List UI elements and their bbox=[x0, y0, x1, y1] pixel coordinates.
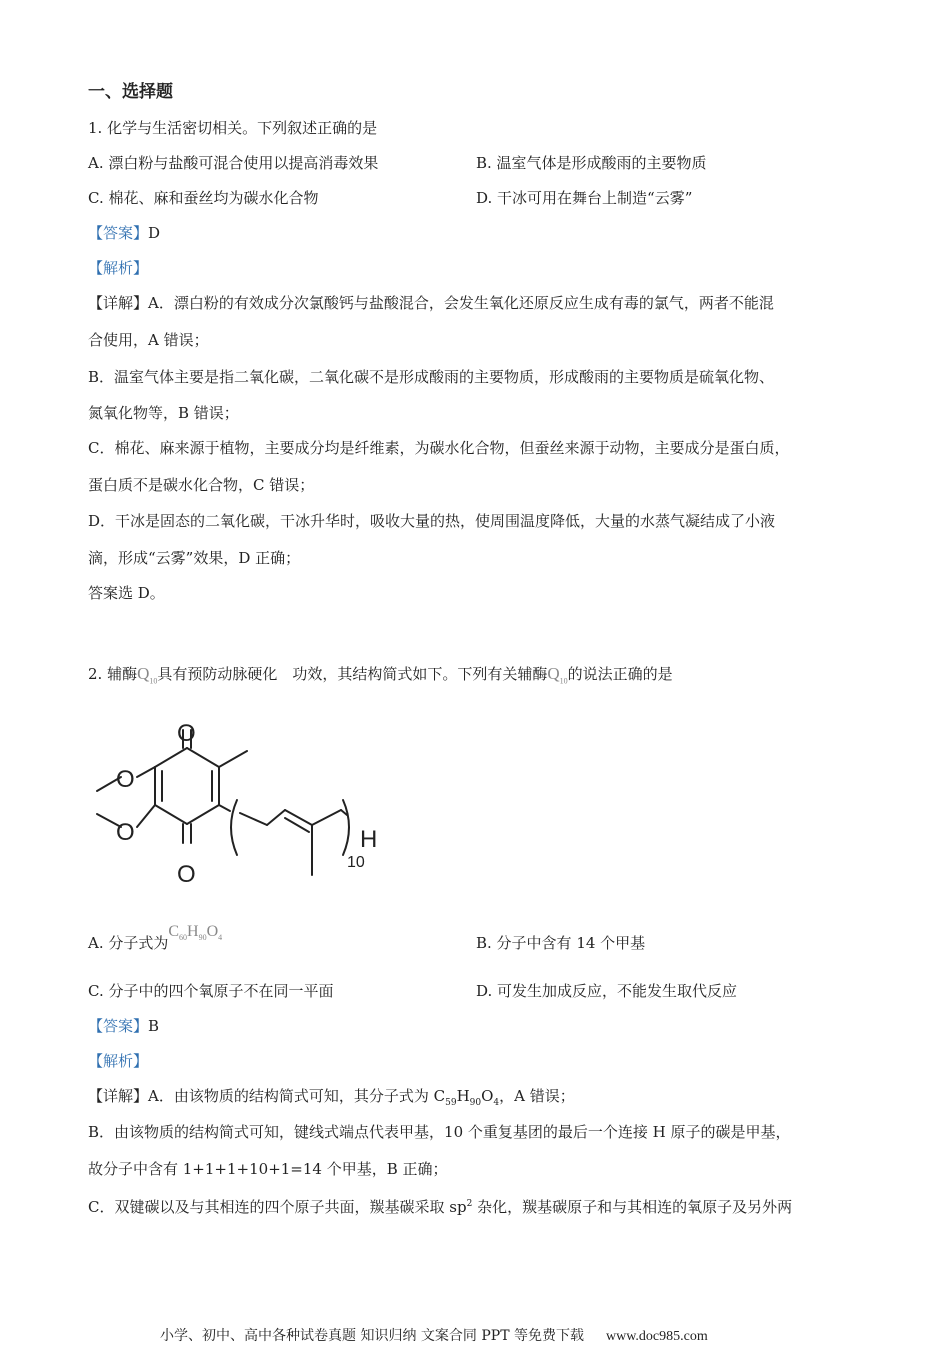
q1-detail-line: 氮氧化物等，B 错误； bbox=[88, 404, 239, 422]
q10-subscript: 10 bbox=[559, 676, 568, 686]
q10-formula bbox=[547, 664, 568, 686]
q2-option-a bbox=[88, 923, 223, 960]
chain-bond bbox=[312, 810, 341, 825]
option-a-text: A. 分子式为 bbox=[88, 934, 169, 952]
q2-answer bbox=[88, 1016, 159, 1036]
formula-c59h90o4: $C_{59}H_{90}O_4$ bbox=[433, 1087, 500, 1108]
chain-bond bbox=[285, 810, 312, 825]
answer-value: D bbox=[148, 224, 161, 242]
page-footer bbox=[160, 1325, 708, 1345]
answer-tag: 【答案】 bbox=[88, 1017, 149, 1035]
ring-bond bbox=[187, 748, 219, 767]
methoxy-bond bbox=[137, 805, 155, 827]
formula-c60h90o4: $C_{60}H_{90}O_4$ bbox=[168, 923, 223, 943]
q2-option-d: D. 可发生加成反应，不能发生取代反应 bbox=[476, 982, 738, 1000]
q2-analysis-tag: 【解析】 bbox=[88, 1052, 149, 1070]
q1-answer bbox=[88, 223, 160, 243]
methyl-bond bbox=[219, 751, 247, 767]
q1-option-a: A. 漂白粉与盐酸可混合使用以提高消毒效果 bbox=[88, 154, 379, 172]
section-title: 一、选择题 bbox=[88, 82, 173, 102]
q1-detail-line: 蛋白质不是碳水化合物，C 错误； bbox=[88, 476, 315, 494]
methoxy-bond bbox=[137, 767, 155, 777]
q10-letter: Q bbox=[137, 664, 150, 683]
q1-detail-line bbox=[88, 293, 774, 313]
left-parenthesis bbox=[231, 800, 237, 855]
q1-option-d: D. 干冰可用在舞台上制造“云雾” bbox=[476, 189, 693, 207]
q1-analysis-tag: 【解析】 bbox=[88, 259, 149, 277]
o-methoxy-label: O bbox=[116, 819, 135, 846]
chain-bond bbox=[240, 813, 267, 825]
chain-double-bond bbox=[285, 818, 309, 832]
q2-detail-line: B．由该物质的结构简式可知，键线式端点代表甲基，10 个重复基团的最后一个连接 H 原子的碳是甲基， bbox=[88, 1123, 791, 1141]
q2-stem bbox=[88, 664, 673, 691]
q2-detail-line: 故分子中含有 1+1+1+10+1=14 个甲基，B 正确； bbox=[88, 1160, 448, 1178]
detail-text: ，A 错误； bbox=[499, 1087, 575, 1105]
answer-tag: 【答案】 bbox=[88, 224, 149, 242]
q2-stem-part1: 2. 辅酶 bbox=[88, 665, 138, 683]
q2-stem-part3: 的说法正确的是 bbox=[567, 665, 673, 683]
o-top-label: O bbox=[177, 720, 196, 747]
o-bottom-label: O bbox=[177, 861, 196, 888]
superscript: 2 bbox=[466, 1199, 473, 1209]
q1-detail-line: C．棉花、麻来源于植物，主要成分均是纤维素，为碳水化合物，但蚕丝来源于动物，主要成分是蛋白质， bbox=[88, 439, 790, 457]
q1-detail-line: 答案选 D。 bbox=[88, 584, 165, 602]
q1-option-b: B. 温室气体是形成酸雨的主要物质 bbox=[476, 154, 707, 172]
q2-detail-line bbox=[88, 1194, 792, 1217]
q10-subscript: 10 bbox=[149, 676, 158, 686]
q2-option-b: B. 分子中含有 14 个甲基 bbox=[476, 934, 646, 952]
ring-bond bbox=[187, 805, 219, 824]
q1-option-c: C. 棉花、麻和蚕丝均为碳水化合物 bbox=[88, 189, 319, 207]
ring-bond bbox=[155, 805, 187, 824]
detail-text: C．双键碳以及与其相连的四个原子共面，羰基碳采取 sp bbox=[88, 1198, 467, 1216]
q2-detail-line bbox=[88, 1086, 575, 1113]
footer-text: 小学、初中、高中各种试卷真题 知识归纳 文案合同 PPT 等免费下载 bbox=[160, 1328, 584, 1344]
detail-tag: 【详解】 bbox=[88, 1087, 149, 1105]
o-methoxy-label: O bbox=[116, 766, 135, 793]
q1-detail-line: 滴，形成“云雾”效果，D 正确； bbox=[88, 549, 301, 567]
detail-text: A．由该物质的结构简式可知，其分子式为 bbox=[148, 1087, 434, 1105]
q1-detail-line: B．温室气体主要是指二氧化碳，二氧化碳不是形成酸雨的主要物质，形成酸雨的主要物质是硫氧化物、 bbox=[88, 368, 775, 386]
q1-stem: 1. 化学与生活密切相关。下列叙述正确的是 bbox=[88, 119, 378, 137]
chain-bond bbox=[219, 805, 230, 811]
repeat-count-label: 10 bbox=[347, 854, 365, 871]
chain-bond bbox=[267, 810, 285, 825]
q1-detail-line: D．干冰是固态的二氧化碳，干冰升华时，吸收大量的热，使周围温度降低，大量的水蒸气凝结成了小液 bbox=[88, 512, 776, 530]
q10-letter: Q bbox=[547, 664, 560, 683]
footer-url[interactable]: www.doc985.com bbox=[605, 1329, 708, 1344]
q2-option-c: C. 分子中的四个氧原子不在同一平面 bbox=[88, 982, 334, 1000]
coenzyme-q10-structure bbox=[85, 715, 395, 890]
detail-tag: 【详解】 bbox=[88, 294, 149, 312]
ring-bond bbox=[155, 748, 187, 767]
right-parenthesis bbox=[343, 800, 349, 855]
h-label: H bbox=[360, 826, 378, 853]
q1-detail-line: 合使用，A 错误； bbox=[88, 331, 209, 349]
detail-text: A．漂白粉的有效成分次氯酸钙与盐酸混合，会发生氧化还原反应生成有毒的氯气，两者不能混 bbox=[148, 294, 774, 312]
q10-formula bbox=[137, 664, 158, 686]
q2-stem-part2: 具有预防动脉硬化 功效，其结构简式如下。下列有关辅酶 bbox=[157, 665, 548, 683]
detail-text: 杂化，羰基碳原子和与其相连的氧原子及另外两 bbox=[472, 1198, 793, 1216]
answer-value: B bbox=[148, 1017, 160, 1035]
